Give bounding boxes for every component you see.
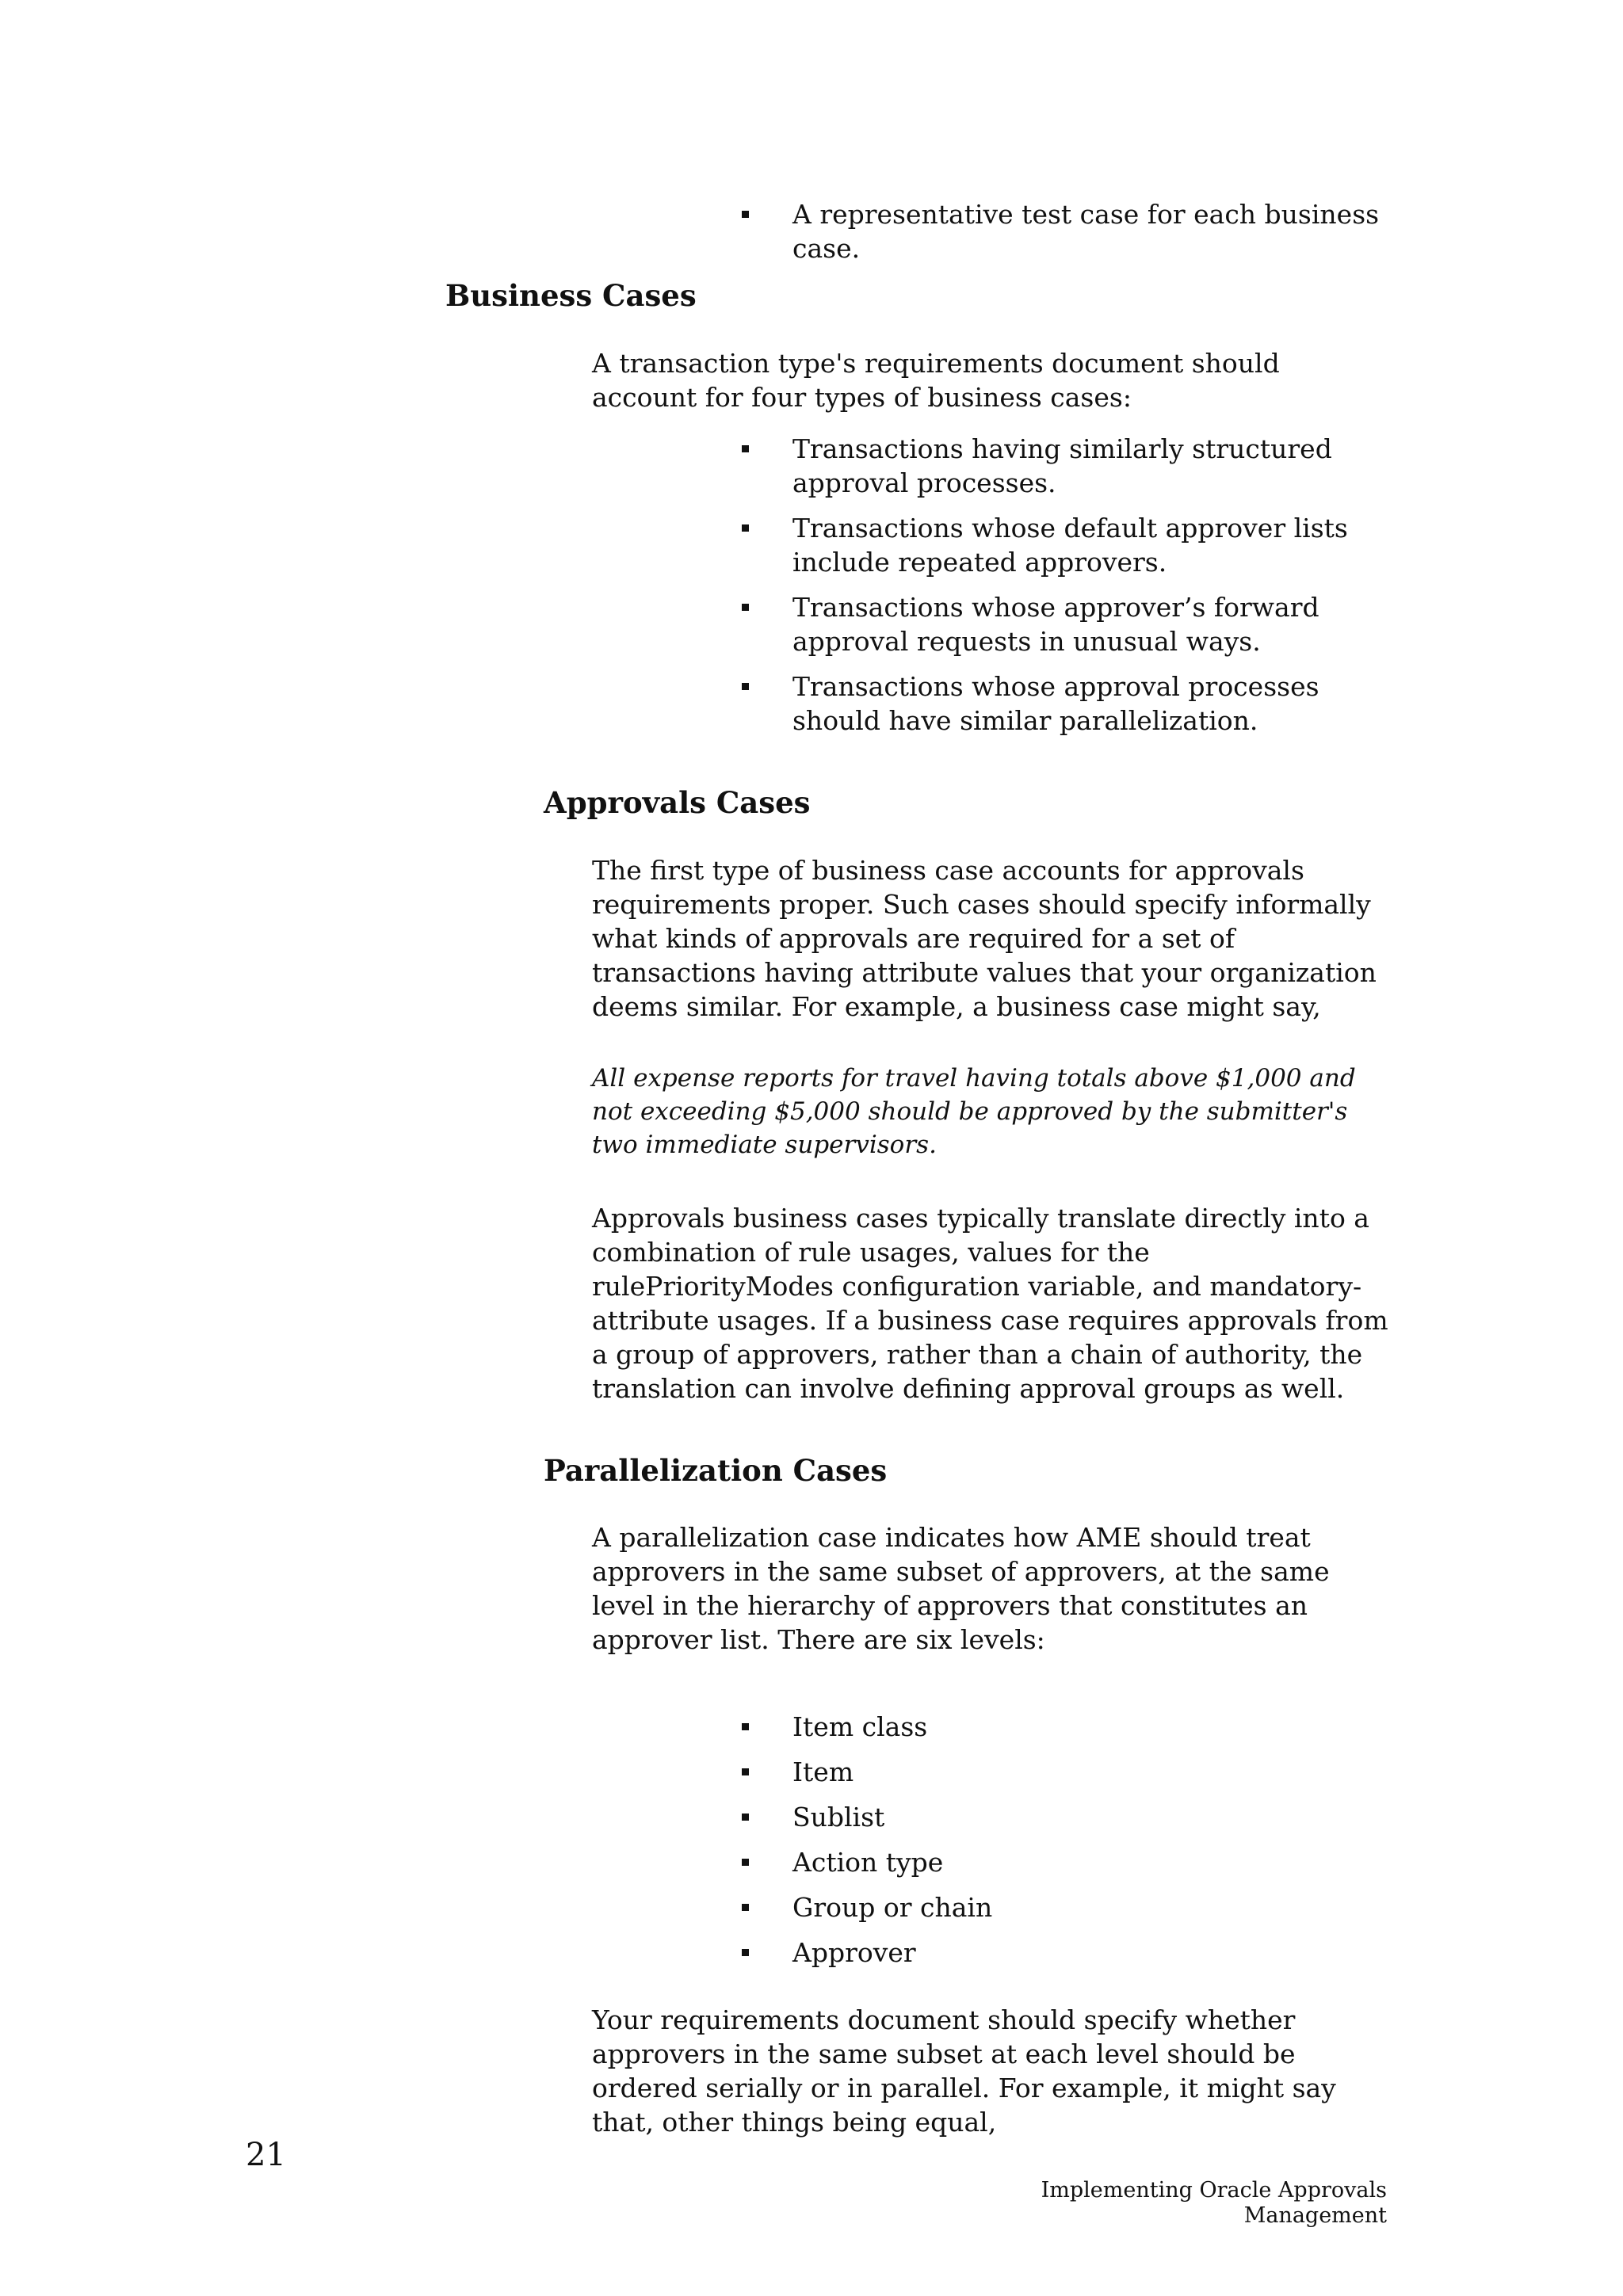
approvals-example-quote: All expense reports for travel having totals above $1,000 and not exceeding $5,000 should be approved by the submitter's two immediate supervisors. — [592, 1064, 1356, 1159]
list-item — [742, 669, 1392, 738]
top-bullet-list-container — [742, 197, 1423, 265]
footer-document-title: Implementing Oracle Approvals Management — [1041, 2178, 1387, 2228]
approvals-example-container — [592, 1062, 1392, 1161]
list-item-text: Action type — [792, 1847, 944, 1878]
square-bullet-icon — [742, 683, 749, 690]
business-cases-intro-container — [592, 346, 1392, 414]
business-cases-list — [742, 432, 1392, 738]
list-item-text: A representative test case for each business case. — [792, 199, 1380, 264]
approvals-paragraph-1: The first type of business case accounts for approvals requirements proper. Such cases should specify informally what kinds of approvals are required for a set of transactions having attribute values that your organization deems similar. For example, a business case might say, — [592, 855, 1377, 1022]
parallelization-cases-heading: Parallelization Cases — [544, 1453, 888, 1488]
page-number-container — [246, 2137, 341, 2173]
square-bullet-icon — [742, 1859, 749, 1866]
business-cases-list-container — [742, 432, 1392, 738]
list-item-text: Transactions whose default approver lists include repeated approvers. — [792, 513, 1348, 578]
list-item-text: Group or chain — [792, 1892, 993, 1923]
list-item — [742, 1755, 1392, 1789]
list-item — [742, 1710, 1392, 1744]
list-item-text: Transactions whose approval processes should have similar parallelization. — [792, 671, 1319, 736]
list-item-text: Item class — [792, 1711, 928, 1742]
list-item — [742, 1845, 1392, 1879]
list-item — [742, 1800, 1392, 1834]
list-item-text: Sublist — [792, 1802, 885, 1833]
parallelization-paragraph-2-container — [592, 2003, 1392, 2139]
list-item-text: Item — [792, 1756, 854, 1787]
parallelization-paragraph-2: Your requirements document should specify whether approvers in the same subset at each level should be ordered serially or in parallel. For example, it might say that, other things being equal, — [592, 2004, 1336, 2138]
top-bullet-list — [742, 197, 1423, 265]
list-item — [742, 1936, 1392, 1970]
list-item — [742, 511, 1392, 579]
business-cases-heading: Business Cases — [445, 278, 697, 313]
square-bullet-icon — [742, 211, 749, 218]
approvals-paragraph-2-container — [592, 1201, 1392, 1405]
square-bullet-icon — [742, 1904, 749, 1911]
list-item-text: Approver — [792, 1937, 916, 1968]
parallelization-levels-list — [742, 1710, 1392, 1970]
square-bullet-icon — [742, 1768, 749, 1775]
square-bullet-icon — [742, 445, 749, 452]
square-bullet-icon — [742, 524, 749, 532]
list-item-text: Transactions having similarly structured approval processes. — [792, 433, 1332, 498]
page-number: 21 — [246, 2137, 286, 2173]
list-item — [742, 1890, 1392, 1924]
approvals-cases-heading: Approvals Cases — [544, 785, 811, 820]
parallelization-paragraph-1: A parallelization case indicates how AME should treat approvers in the same subset of approvers, at the same level in the hierarchy of approvers that constitutes an approver list. There are six levels: — [592, 1522, 1330, 1655]
list-item — [742, 590, 1392, 658]
square-bullet-icon — [742, 604, 749, 611]
approvals-cases-section — [544, 784, 1257, 821]
square-bullet-icon — [742, 1814, 749, 1821]
footer-title-container — [911, 2178, 1387, 2229]
square-bullet-icon — [742, 1723, 749, 1730]
parallelization-cases-section — [544, 1452, 1257, 1489]
business-cases-section — [445, 277, 1159, 314]
parallelization-paragraph-1-container — [592, 1520, 1392, 1657]
list-item-text: Transactions whose approver’s forward approval requests in unusual ways. — [792, 592, 1319, 657]
business-cases-intro: A transaction type's requirements document should account for four types of business cases: — [592, 348, 1280, 413]
approvals-paragraph-1-container — [592, 853, 1392, 1024]
square-bullet-icon — [742, 1949, 749, 1956]
parallelization-levels-list-container — [742, 1710, 1392, 1970]
approvals-paragraph-2: Approvals business cases typically translate directly into a combination of rule usages, values for the rulePriorityModes configuration variable, and mandatory-attribute usages. If a business case requires approvals from a group of approvers, rather than a chain of authority, the translation can involve defining approval groups as well. — [592, 1203, 1388, 1404]
list-item — [742, 197, 1423, 265]
list-item — [742, 432, 1392, 500]
